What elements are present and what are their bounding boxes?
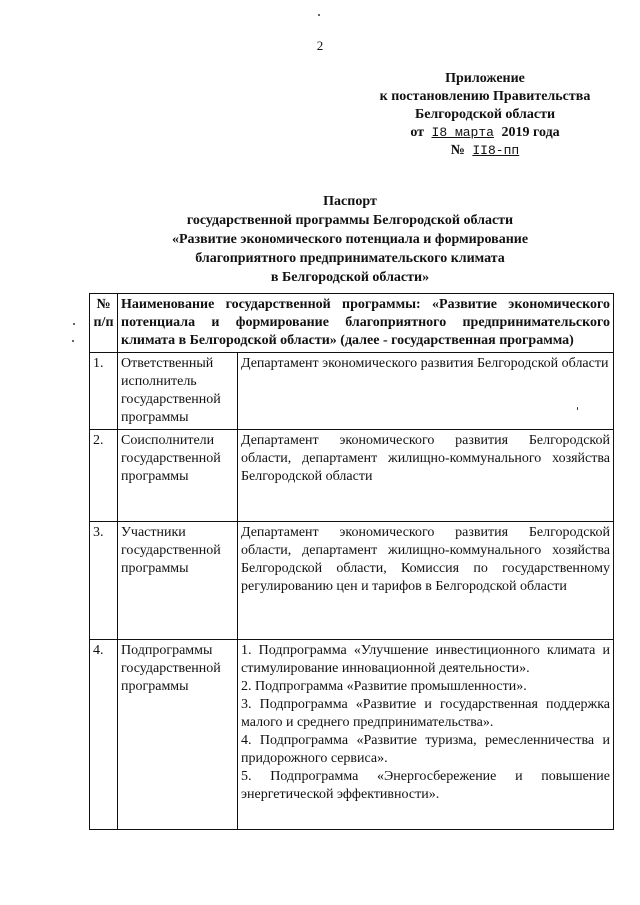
appendix-date — [365, 124, 605, 142]
row-value: Департамент экономического развития Белгородской области, департамент жилищно-коммунального хозяйства Белгородской области, Комиссия по государственному регулированию цен и тарифов в Белгородской области — [238, 522, 614, 640]
date-year: 2019 года — [501, 125, 560, 140]
date-prefix: от — [410, 125, 425, 140]
row-num: 4. — [90, 640, 118, 830]
passport-line-4: в Белгородской области» — [270, 270, 430, 285]
passport-line-3: благоприятного предпринимательского климата — [195, 251, 505, 266]
number-prefix: № — [450, 143, 465, 158]
page-number: 2 — [316, 38, 324, 53]
header-num-cell: № п/п — [90, 294, 118, 353]
subprogram-item: 5. Подпрограмма «Энергосбережение и повышение энергетической эффективности». — [241, 769, 611, 802]
row-label: Ответственный исполнитель государственной программы — [118, 353, 238, 430]
passport-heading — [100, 192, 600, 287]
appendix-region: Белгородской области — [414, 107, 556, 122]
date-handwritten: I8 марта — [431, 125, 494, 140]
scan-speck — [577, 407, 578, 410]
passport-table — [89, 293, 614, 830]
row-label: Подпрограммы государственной программы — [118, 640, 238, 830]
appendix-decree: к постановлению Правительства — [379, 89, 591, 104]
row-label: Участники государственной программы — [118, 522, 238, 640]
subprogram-item: 1. Подпрограмма «Улучшение инвестиционного климата и стимулирование инновационной деятельности». — [241, 643, 611, 676]
row-value-subprograms — [238, 640, 614, 830]
row-num: 1. — [90, 353, 118, 430]
subprogram-item: 3. Подпрограмма «Развитие и государственная поддержка малого и среднего предпринимательства». — [241, 697, 611, 730]
table-row — [90, 353, 614, 430]
scan-speck — [73, 323, 75, 325]
subprogram-item: 4. Подпрограмма «Развитие туризма, ремесленничества и придорожного сервиса». — [241, 733, 611, 766]
appendix-number — [365, 142, 605, 160]
row-num: 3. — [90, 522, 118, 640]
passport-line-1: государственной программы Белгородской области — [186, 213, 514, 228]
table-row — [90, 522, 614, 640]
header-title-cell: Наименование государственной программы: «Развитие экономического потенциала и формирование благоприятного предпринимательского климата в Белгородской области» (далее - государственная программа) — [118, 294, 614, 353]
row-label: Соисполнители государственной программы — [118, 430, 238, 522]
scan-speck — [72, 340, 74, 342]
table-header-row — [90, 294, 614, 353]
number-handwritten: II8-пп — [472, 143, 520, 158]
appendix-title: Приложение — [445, 71, 525, 86]
passport-title: Паспорт — [323, 194, 377, 209]
passport-line-2: «Развитие экономического потенциала и формирование — [171, 232, 529, 247]
row-num: 2. — [90, 430, 118, 522]
table-row — [90, 430, 614, 522]
scan-speck — [318, 14, 320, 16]
subprogram-item: 2. Подпрограмма «Развитие промышленности». — [241, 679, 527, 694]
appendix-block — [365, 70, 605, 160]
row-value: Департамент экономического развития Белгородской области — [238, 353, 614, 430]
row-value: Департамент экономического развития Белгородской области, департамент жилищно-коммунального хозяйства Белгородской области — [238, 430, 614, 522]
table-row — [90, 640, 614, 830]
